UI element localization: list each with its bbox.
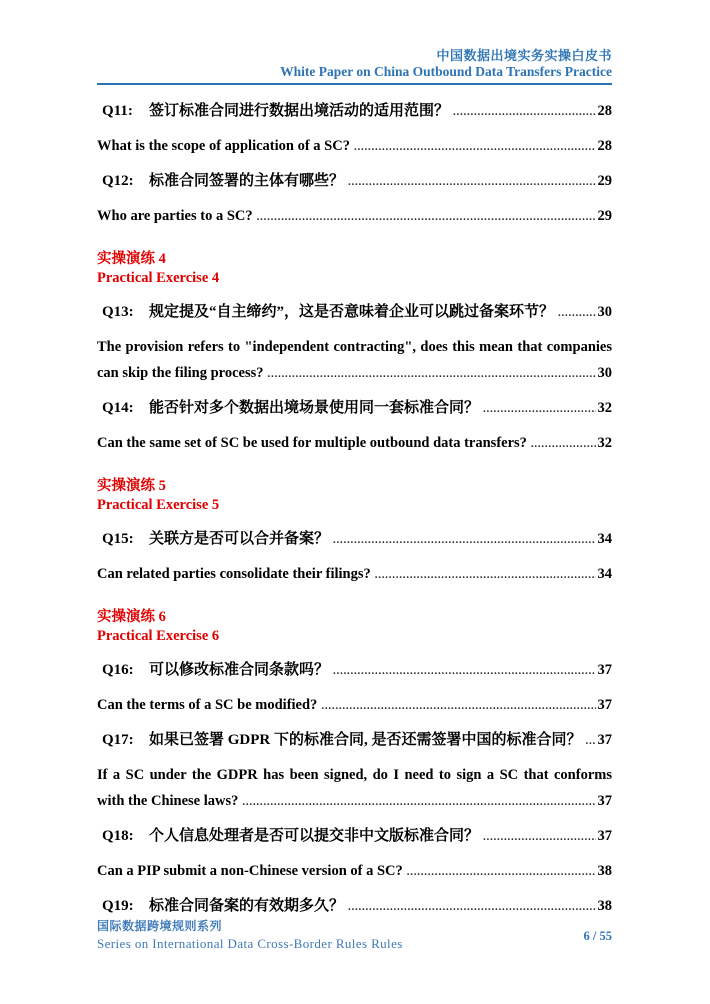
toc-entry-question — [97, 103, 612, 121]
toc-entry-translation — [97, 697, 612, 715]
section-title-en: Practical Exercise 4 — [97, 270, 220, 286]
question-label: Q14: — [102, 400, 134, 416]
dot-leader — [333, 531, 595, 549]
dot-leader — [558, 304, 595, 322]
section-heading — [97, 249, 612, 287]
section-heading — [97, 607, 612, 645]
toc-entry-question — [97, 828, 612, 846]
dot-leader — [586, 732, 596, 750]
toc-entry-question — [97, 531, 612, 549]
dot-leader — [242, 793, 595, 811]
footer-series-en: Series on International Data Cross-Border Rules Rules — [97, 936, 403, 951]
question-text: 能否针对多个数据出境场景使用同一套标准合同？ — [149, 400, 480, 416]
section-heading — [97, 476, 612, 514]
translation-text: Can the same set of SC be used for multiple outbound data transfers? — [97, 435, 527, 451]
page-number: 34 — [597, 566, 612, 582]
translation-text: with the Chinese laws? — [97, 793, 239, 809]
dot-leader — [453, 103, 595, 121]
toc-entry-question — [97, 732, 612, 750]
dot-leader — [268, 365, 596, 383]
toc-entry-translation — [97, 863, 612, 881]
question-label: Q13: — [102, 304, 134, 320]
page-number: 30 — [597, 365, 612, 381]
question-text: 可以修改标准合同条款吗？ — [149, 662, 330, 678]
section-title-zh: 实操演练 5 — [97, 478, 166, 494]
page-number: 38 — [597, 863, 612, 879]
dot-leader — [257, 208, 596, 226]
dot-leader — [348, 173, 595, 191]
page-number: 32 — [597, 435, 612, 451]
page-number: 32 — [597, 400, 612, 416]
translation-text: Can a PIP submit a non-Chinese version of a SC? — [97, 863, 403, 879]
header-title-en: White Paper on China Outbound Data Transfers Practice — [280, 64, 612, 79]
translation-text: Can the terms of a SC be modified? — [97, 697, 318, 713]
page-number: 29 — [597, 173, 612, 189]
page-number: 29 — [597, 208, 612, 224]
toc-entry-question — [97, 304, 612, 322]
section-title-en: Practical Exercise 6 — [97, 628, 220, 644]
toc-entry-translation — [97, 435, 612, 453]
question-label: Q16: — [102, 662, 134, 678]
question-label: Q18: — [102, 828, 134, 844]
question-label: Q17: — [102, 732, 134, 748]
toc-entry-question — [97, 173, 612, 191]
toc-entry-translation — [97, 793, 612, 811]
question-text: 标准合同备案的有效期多久？ — [149, 898, 345, 914]
dot-leader — [348, 898, 595, 916]
dot-leader — [354, 138, 596, 156]
translation-text-line: If a SC under the GDPR has been signed, do I need to sign a SC that conforms — [97, 767, 612, 783]
page-number: 37 — [597, 662, 612, 678]
toc-entry-translation — [97, 365, 612, 383]
toc-entry-question — [97, 400, 612, 418]
toc-entry-translation — [97, 138, 612, 156]
page-number: 37 — [597, 828, 612, 844]
page-number: 38 — [597, 898, 612, 914]
page-number: 30 — [597, 304, 612, 320]
dot-leader — [483, 400, 595, 418]
question-text: 个人信息处理者是否可以提交非中文版标准合同？ — [149, 828, 480, 844]
question-text: 签订标准合同进行数据出境活动的适用范围？ — [149, 103, 450, 119]
translation-text-line: The provision refers to "independent contracting", does this mean that companies — [97, 339, 612, 355]
section-title-en: Practical Exercise 5 — [97, 497, 220, 513]
footer-page-number: 6 / 55 — [583, 929, 612, 943]
toc-entry-translation — [97, 208, 612, 226]
page-number: 34 — [597, 531, 612, 547]
question-label: Q12: — [102, 173, 134, 189]
toc-entry-question — [97, 898, 612, 916]
dot-leader — [531, 435, 596, 453]
page-number: 37 — [597, 793, 612, 809]
question-text: 规定提及“自主缔约”，这是否意味着企业可以跳过备案环节？ — [149, 304, 555, 320]
page-number: 28 — [597, 138, 612, 154]
question-text: 关联方是否可以合并备案？ — [149, 531, 330, 547]
translation-text: can skip the filing process? — [97, 365, 264, 381]
translation-text: Can related parties consolidate their filings? — [97, 566, 371, 582]
question-text: 如果已签署 GDPR 下的标准合同, 是否还需签署中国的标准合同？ — [149, 732, 582, 748]
dot-leader — [375, 566, 596, 584]
toc-entry-translation — [97, 566, 612, 584]
question-label: Q19: — [102, 898, 134, 914]
page-number: 28 — [597, 103, 612, 119]
page-header — [97, 48, 612, 85]
question-text: 标准合同签署的主体有哪些？ — [149, 173, 345, 189]
dot-leader — [483, 828, 595, 846]
translation-text: What is the scope of application of a SC? — [97, 138, 350, 154]
toc — [97, 86, 612, 916]
dot-leader — [333, 662, 595, 680]
question-label: Q15: — [102, 531, 134, 547]
question-label: Q11: — [102, 103, 133, 119]
translation-text: Who are parties to a SC? — [97, 208, 253, 224]
footer-series-zh: 国际数据跨境规则系列 — [97, 919, 223, 933]
section-title-zh: 实操演练 6 — [97, 609, 166, 625]
toc-entry-question — [97, 662, 612, 680]
page-footer — [97, 918, 612, 953]
page-number: 37 — [597, 697, 612, 713]
dot-leader — [321, 697, 595, 715]
dot-leader — [407, 863, 596, 881]
header-title-zh: 中国数据出境实务实操白皮书 — [436, 48, 612, 63]
section-title-zh: 实操演练 4 — [97, 251, 166, 267]
page-number: 37 — [597, 732, 612, 748]
